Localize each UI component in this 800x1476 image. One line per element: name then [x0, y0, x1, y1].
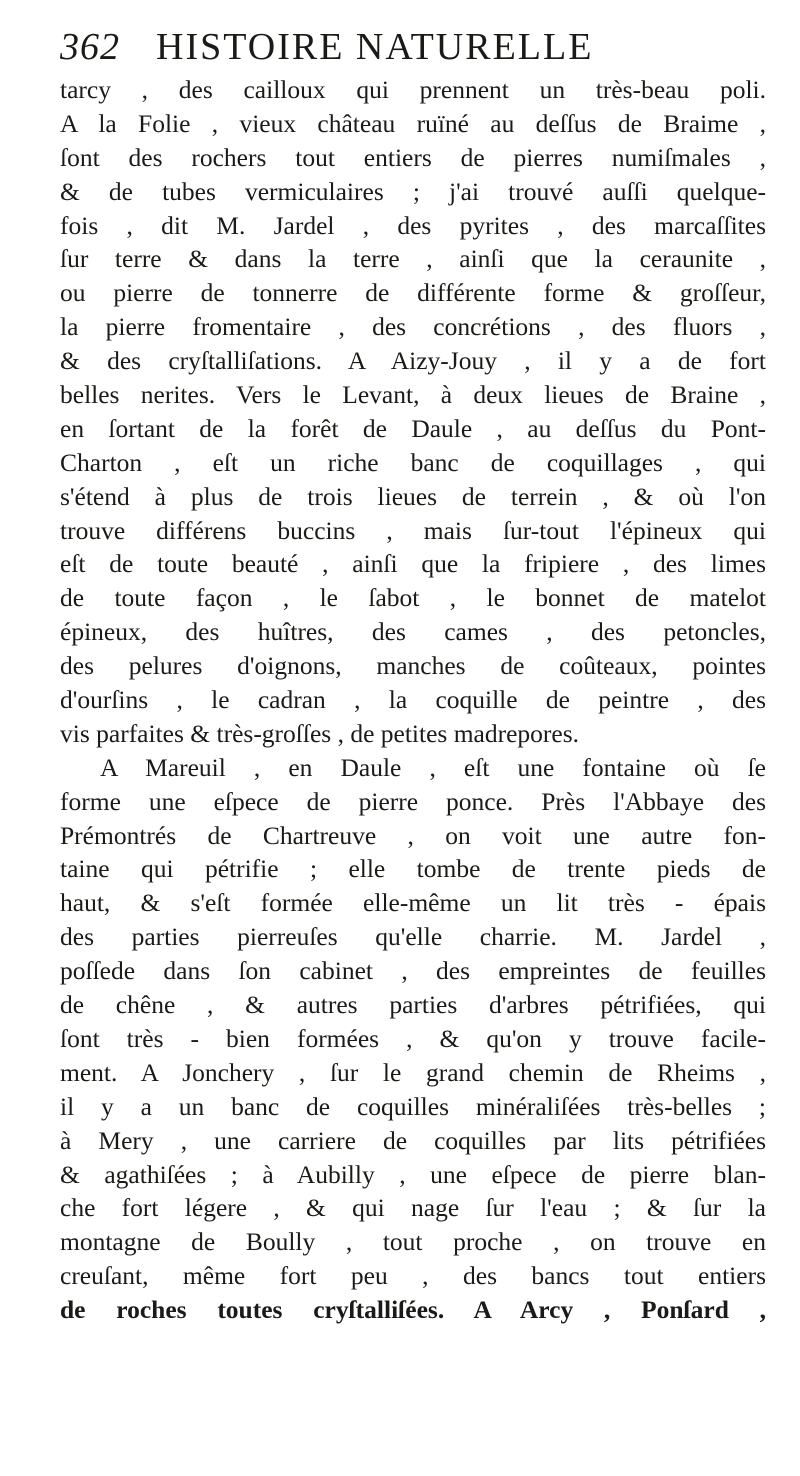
text-line: de roches toutes cryſtalliſées. A Arcy , Ponſard , [60, 1295, 766, 1325]
running-head [60, 22, 760, 72]
text-line: trouve différens buccins , mais ſur-tout l'épineux qui [60, 515, 766, 545]
text-line: & des cryſtalliſations. A Aizy-Jouy , il y a de fort [60, 346, 766, 376]
text-line: épineux, des huîtres, des cames , des petoncles, [60, 617, 766, 647]
text-line: eſt de toute beauté , ainſi que la fripiere , des limes [60, 549, 766, 579]
text-line: fois , dit M. Jardel , des pyrites , des marcaſſites [60, 210, 766, 240]
page-number: 362 [60, 26, 120, 68]
text-line: ou pierre de tonnerre de différente forme & groſſeur, [60, 278, 766, 308]
text-line: montagne de Boully , tout proche , on trouve en [60, 1227, 766, 1257]
text-line: d'ourſins , le cadran , la coquille de peintre , des [60, 685, 766, 715]
text-line: il y a un banc de coquilles minéraliſées très-belles ; [60, 1091, 766, 1121]
text-line: s'étend à plus de trois lieues de terrein , & où l'on [60, 481, 766, 511]
text-line: Prémontrés de Chartreuve , on voit une autre fon- [60, 820, 766, 850]
text-line: haut, & s'eſt formée elle-même un lit très - épais [60, 888, 766, 918]
text-line: ſont très - bien formées , & qu'on y trouve facile- [60, 1023, 766, 1053]
text-line: à Mery , une carriere de coquilles par lits pétrifiées [60, 1125, 766, 1155]
text-line: forme une eſpece de pierre ponce. Près l'Abbaye des [60, 786, 766, 816]
text-line: ſur terre & dans la terre , ainſi que la ceraunite , [60, 244, 766, 274]
body-text [60, 73, 766, 1327]
text-line: Charton , eſt un riche banc de coquillages , qui [60, 447, 766, 477]
page-title: HISTOIRE NATURELLE [156, 26, 594, 68]
text-line: A la Folie , vieux château ruïné au deſſus de Braime , [60, 108, 766, 138]
text-line: che fort légere , & qui nage ſur l'eau ; & ſur la [60, 1193, 766, 1223]
text-line: & agathiſées ; à Aubilly , une eſpece de pierre blan- [60, 1159, 766, 1189]
text-line: ment. A Jonchery , ſur le grand chemin de Rheims , [60, 1057, 766, 1087]
text-line: creuſant, même fort peu , des bancs tout entiers [60, 1261, 766, 1291]
text-line: en ſortant de la forêt de Daule , au deſſus du Pont- [60, 413, 766, 443]
text-line: de chêne , & autres parties d'arbres pétrifiées, qui [60, 990, 766, 1020]
paragraph-end-line: vis parfaites & très-groſſes , de petites madrepores. [60, 718, 580, 748]
text-line: poſſede dans ſon cabinet , des empreintes de feuilles [60, 956, 766, 986]
text-line: de toute façon , le ſabot , le bonnet de matelot [60, 583, 766, 613]
text-line: tarcy , des cailloux qui prennent un très-beau poli. [60, 75, 766, 104]
text-line: des parties pierreuſes qu'elle charrie. M. Jardel , [60, 922, 766, 952]
text-line: la pierre fromentaire , des concrétions , des fluors , [60, 312, 766, 342]
text-line: & de tubes vermiculaires ; j'ai trouvé auſſi quelque- [60, 176, 766, 206]
text-line: belles nerites. Vers le Levant, à deux lieues de Braine , [60, 380, 766, 410]
paragraph-first-line: A Mareuil , en Daule , eſt une fontaine où ſe [100, 752, 766, 782]
text-line: des pelures d'oignons, manches de coûteaux, pointes [60, 651, 766, 681]
text-line: taine qui pétrifie ; elle tombe de trente pieds de [60, 854, 766, 884]
text-line: ſont des rochers tout entiers de pierres numiſmales , [60, 142, 766, 172]
